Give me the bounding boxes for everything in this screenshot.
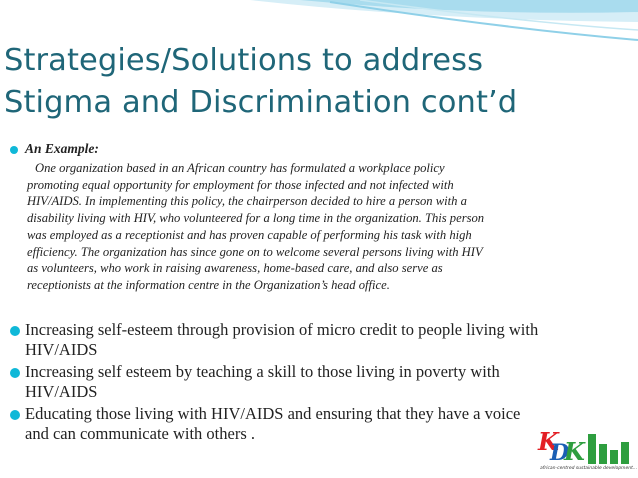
bullet-line bbox=[25, 320, 615, 340]
example-line: promoting equal opportunity for employment for those infected and not infected with bbox=[27, 177, 454, 192]
bullet-line: and can communicate with others . bbox=[25, 423, 256, 443]
bullet-dot-icon bbox=[10, 146, 18, 154]
example-line: efficiency. The organization has since gone on to welcome several persons living with HIV bbox=[27, 244, 483, 259]
example-line: HIV/AIDS. In implementing this policy, the chairperson decided to hire a person with a bbox=[27, 194, 467, 209]
example-label: An Example: bbox=[25, 141, 99, 156]
bullet-point bbox=[25, 404, 615, 443]
bullet-dot-icon bbox=[10, 410, 20, 420]
svg-text:D: D bbox=[550, 440, 570, 466]
bullet-point bbox=[25, 320, 615, 359]
example-paragraph bbox=[27, 160, 587, 294]
bullet-line: Increasing self esteem by teaching a skill to those living in poverty with bbox=[25, 362, 500, 381]
bullet-dot-icon bbox=[10, 326, 20, 336]
example-line: as volunteers, who work in raising awareness, home-based care, and also serve as bbox=[27, 261, 443, 276]
example-line: One organization based in an African country has formulated a workplace policy bbox=[35, 161, 445, 175]
slide-title bbox=[4, 40, 632, 124]
svg-text:K: K bbox=[538, 427, 559, 456]
svg-text:K: K bbox=[564, 437, 585, 466]
example-line: receptionists at the information centre in the Organization’s head office. bbox=[27, 277, 390, 292]
example-line: disability living with HIV, who volunteered for a long time in the organization. This person bbox=[27, 211, 485, 226]
example-line: was employed as a receptionist and has proven capable of performing his task with high bbox=[27, 227, 472, 242]
title-line: Stigma and Discrimination cont’d bbox=[4, 85, 518, 120]
bullet-line: HIV/AIDS bbox=[25, 381, 98, 401]
title-line: Strategies/Solutions to address bbox=[4, 43, 484, 78]
bullet-line: HIV/AIDS bbox=[25, 339, 98, 359]
bullet-text: Increasing self-esteem through provision of micro credit to people living with bbox=[25, 320, 539, 339]
bullet-point bbox=[25, 362, 615, 401]
bullet-line: Educating those living with HIV/AIDS and ensuring that they have a voice bbox=[25, 404, 521, 423]
logo-caption: african-centred sustainable development... bbox=[540, 466, 638, 471]
bullet-dot-icon bbox=[10, 368, 20, 378]
